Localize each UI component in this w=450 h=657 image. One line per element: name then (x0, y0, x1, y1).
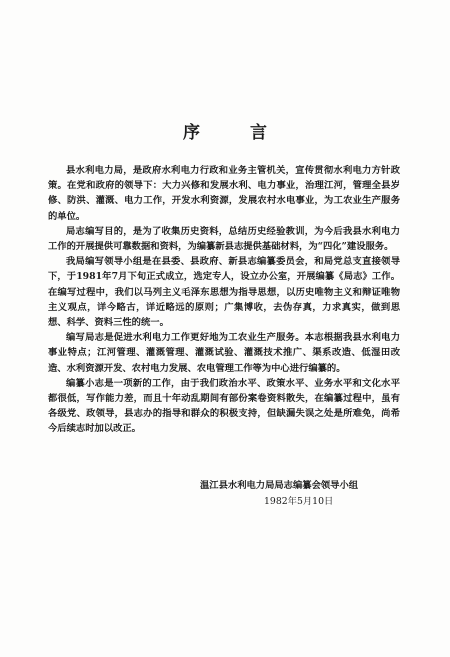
paragraph: 编写局志是促进水利电力工作更好地为工农业生产服务。本志根据我县水利电力事业特点；江河管理、灌溉管理、灌溉试验、灌溉技术推广、渠系改造、低湿田改造、水利资源开发、农村电力发展、农电管理工作等为中心进行编纂的。 (48, 332, 400, 374)
paragraph: 我局编写领导小组是在县委、县政府、新县志编纂委员会，和局党总支直接领导下，于1981年7月下旬正式成立，选定专人，设立办公室，开展编纂《局志》工作。在编写过程中，我们以马列主义毛泽东思想为指导思想，以历史唯物主义和辩证唯物主义观点，详今略古，详近略远的原则；广集博收，去伪存真，力求真实，做到思想、科学、资料三性的统一。 (48, 256, 400, 329)
signature-block (200, 478, 400, 510)
paragraph: 县水利电力局，是政府水利电力行政和业务主管机关，宣传贯彻水利电力方针政策。在党和政府的领导下：大力兴修和发展水利、电力事业，治理江河，管理全县岁修、防洪、灌溉、电力工作，开发水利资源，发展农村水电事业，为工农业生产服务的单位。 (48, 165, 400, 222)
preface-body (48, 163, 400, 437)
paragraph: 编纂小志是一项新的工作，由于我们政治水平、政策水平、业务水平和文化水平都很低，写作能力差，而且十年动乱期间有部份案卷资料散失，在编纂过程中，虽有各级党、政领导，县志办的指导和群众的积极支持，但缺漏失误之处是所难免，尚希今后续志时加以改正。 (48, 377, 400, 435)
page-title: 序 言 (183, 123, 289, 143)
paragraph: 局志编写目的，是为了收集历史资料，总结历史经验教训，为今后我县水利电力工作的开展提供可靠数据和资料，为编纂新县志提供基础材料，为“四化”建设服务。 (48, 225, 400, 253)
signature-organization: 温江县水利电力局局志编纂会领导小组 (200, 480, 359, 491)
signature-date: 1982年5月10日 (264, 496, 334, 507)
